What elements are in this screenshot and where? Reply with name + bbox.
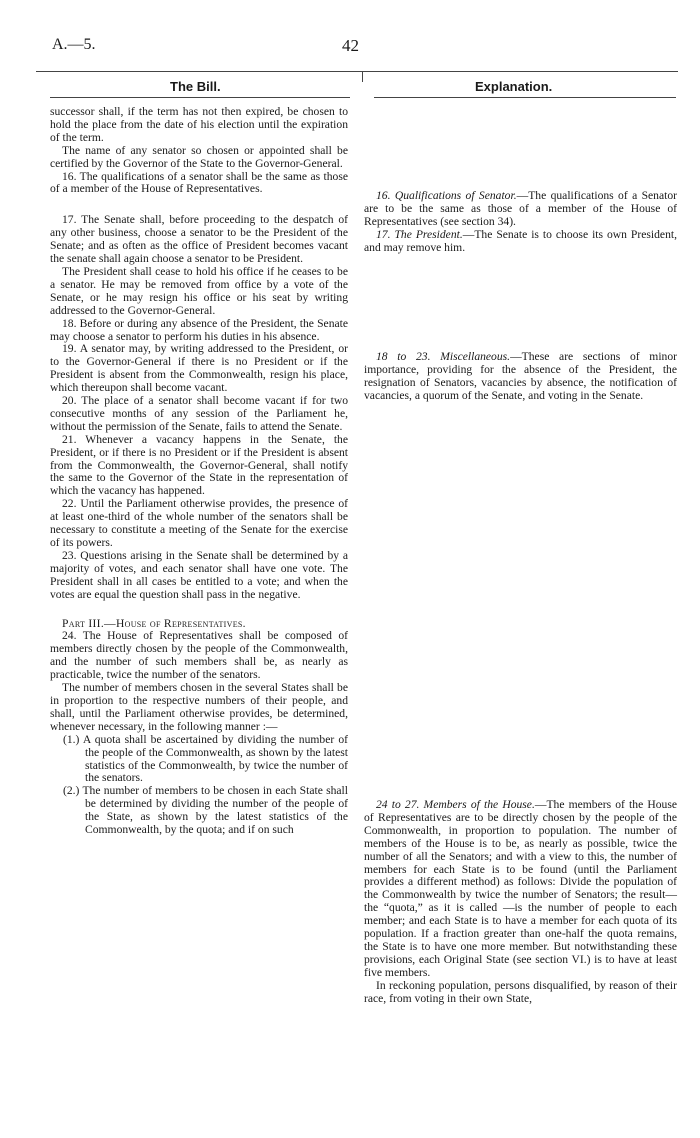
bill-paragraph: The President shall cease to hold his office if he ceases to be a senator. He may be removed from office by a vote of the Senate, or he may resign his office or his seat by writing addressed to the Governor-General. (50, 264, 348, 317)
explanation-heading: 18 to 23. Miscellaneous. (376, 350, 511, 363)
document-reference: A.—5. (52, 36, 96, 53)
explanation-text: In reckoning population, persons disqualified, by reason of their race, from voting in their own State, (364, 978, 677, 1005)
explanation-title-rule (374, 97, 676, 98)
explanation-18-23 (364, 351, 677, 403)
section-21: 21. Whenever a vacancy happens in the Senate, the President, or if there is no President or if the President is absent from the Commonwealth, the Governor-General, shall notify the same to the Governor of the State in the representation of which the vacancy has happened. (50, 432, 348, 498)
explanation-column-title: Explanation. (475, 79, 553, 94)
explanation-text: —These are sections of minor importance, providing for the absence of the President, the resignation of Senators, vacancies by absence, the notification of vacancies, a quorum of the Senate, and voting in the Senate. (364, 350, 677, 402)
part-heading: Part III.—House of Representatives. (62, 616, 246, 630)
page-number: 42 (342, 36, 359, 55)
list-item: (2.) The number of members to be chosen in each State shall be determined by dividing the number of the people of the State, as shown by the latest statistics of the Commonwealth, by the quota; and if on such (63, 784, 348, 837)
bill-paragraph: successor shall, if the term has not then expired, be chosen to hold the place from the date of his election until the expiration of the term. (50, 105, 348, 144)
list-item: (1.) A quota shall be ascertained by dividing the number of the people of the Commonwealth, as shown by the latest statistics of the Commonwealth, by twice the number of the senators. (63, 732, 348, 785)
explanation-16 (364, 190, 677, 255)
section-17: 17. The Senate shall, before proceeding to the despatch of any other business, choose a senator to be the President of the Senate; and as often as the office of President becomes vacant the senate shall again choose a senator to be President. (50, 213, 348, 266)
section-16: 16. The qualifications of a senator shall be the same as those of a member of the House of Representatives. (50, 169, 348, 196)
section-18: 18. Before or during any absence of the President, the Senate may choose a senator to perform his duties in his absence. (50, 316, 348, 343)
column-divider (362, 72, 363, 82)
bill-paragraph: The name of any senator so chosen or appointed shall be certified by the Governor of the State to the Governor-General. (50, 143, 348, 170)
explanation-heading: 24 to 27. Members of the House. (376, 798, 535, 811)
explanation-text: —The Senate is to choose its own President, and may remove him. (364, 227, 677, 254)
bill-title-rule (50, 97, 350, 98)
section-20: 20. The place of a senator shall become vacant if for two consecutive months of any session of the Parliament he, without the permission of the Senate, fails to attend the Senate. (50, 394, 348, 433)
section-22: 22. Until the Parliament otherwise provides, the presence of at least one-third of the whole number of the senators shall be necessary to constitute a meeting of the Senate for the exercise of its powers. (50, 497, 348, 549)
bill-paragraph: The number of members chosen in the several States shall be in proportion to the respective numbers of their people, and shall, until the Parliament otherwise provides, be determined, whenever necessary, in the following manner :— (50, 681, 348, 733)
explanation-heading: 17. The President. (376, 227, 463, 241)
section-24: 24. The House of Representatives shall be composed of members directly chosen by the people of the Commonwealth, and the number of such members shall be, as nearly as practicable, twice the number of the senators. (50, 629, 348, 682)
bill-column-title: The Bill. (170, 79, 221, 94)
explanation-heading: 16. Qualifications of Senator. (376, 189, 517, 202)
explanation-text: —The members of the House of Representatives are to be directly chosen by the people of the Commonwealth, in proportion to population. The number of members of the House is to be, as nearly as possible, twice the number of all the Senators; and with a view to this, the number of members for each State is to be found (until the Parliament provides a different method) as follows: Divide the population of the Commonwealth by twice the number of Senators; the result—the “quota,” as it is called —is the number of people to each member; and each State is to have a member for each quota of its population. If a fraction greater than one-half the quota remains, the State is to have one more member. But notwithstanding these provisions, each Original State (see section VI.) is to have at least five members. (364, 798, 677, 979)
bill-column (50, 106, 348, 837)
section-23: 23. Questions arising in the Senate shall be determined by a majority of votes, and each senator shall have one vote. The President shall in all cases be entitled to a vote; and when the votes are equal the question shall pass in the negative. (50, 548, 348, 601)
header-rule (36, 71, 678, 72)
explanation-24-27 (364, 799, 677, 1006)
explanation-text: —The qualifications of a Senator are to be the same as those of a member of the House of Representatives (see section 34). (364, 189, 677, 228)
section-19: 19. A senator may, by writing addressed to the President, or to the Governor-General if there is no President or if the President is absent from the Commonwealth, resign his place, which thereupon shall become vacant. (50, 342, 348, 395)
